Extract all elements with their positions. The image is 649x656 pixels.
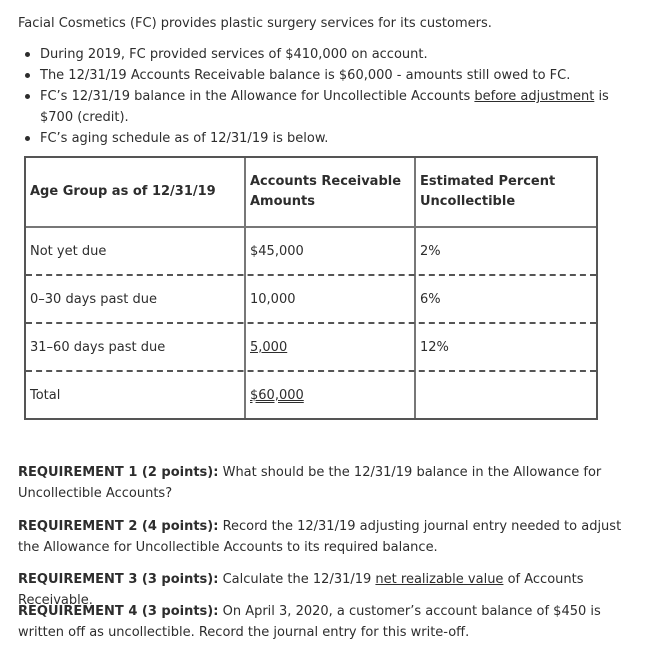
requirement-text: What should be the 12/31/19 balance in the Allowance for Uncollectible Accounts? (18, 465, 602, 501)
age-cell: Total (30, 388, 61, 403)
list-item (18, 44, 643, 65)
bullet-text: During 2019, FC provided services of $410,000 on account. (40, 47, 428, 62)
requirement-2 (18, 516, 643, 558)
header-percent-uncollectible: Estimated Percent Uncollectible (420, 174, 556, 209)
underlined-text: net realizable value (375, 572, 504, 587)
percent-cell: 6% (420, 292, 441, 307)
bullet-text: FC’s aging schedule as of 12/31/19 is below. (40, 131, 329, 146)
age-cell: 31–60 days past due (30, 340, 166, 355)
table-row (26, 372, 596, 420)
bullet-text: FC’s 12/31/19 balance in the Allowance for Uncollectible Accounts (40, 89, 475, 104)
intro-paragraph: Facial Cosmetics (FC) provides plastic surgery services for its customers. (18, 16, 492, 31)
requirement-label: REQUIREMENT 3 (3 points): (18, 572, 219, 587)
requirement-label: REQUIREMENT 2 (4 points): (18, 519, 219, 534)
bullet-text: The 12/31/19 Accounts Receivable balance is $60,000 - amounts still owed to FC. (40, 68, 571, 83)
requirement-text: Record the 12/31/19 adjusting journal entry needed to adjust the Allowance for Uncollectible Accounts to its required balance. (18, 519, 622, 555)
list-item (18, 128, 643, 149)
list-item (18, 65, 643, 86)
amount-cell: $45,000 (250, 244, 304, 259)
percent-cell: 12% (420, 340, 449, 355)
header-ar-amounts: Accounts Receivable Amounts (250, 174, 402, 209)
table-row (26, 324, 596, 372)
underlined-text: before adjustment (474, 89, 595, 104)
list-item (18, 86, 643, 128)
requirement-text: Calculate the 12/31/19 (218, 572, 376, 587)
bullet-text: is $700 (credit). (40, 89, 609, 125)
requirement-label: REQUIREMENT 1 (2 points): (18, 465, 219, 480)
amount-cell: $60,000 (250, 388, 304, 403)
facts-list (18, 44, 643, 149)
percent-cell: 2% (420, 244, 441, 259)
requirement-label: REQUIREMENT 4 (3 points): (18, 604, 219, 619)
requirement-text: of Accounts Receivable. (18, 572, 584, 608)
amount-cell: 5,000 (250, 340, 288, 355)
age-cell: 0–30 days past due (30, 292, 157, 307)
header-age-group: Age Group as of 12/31/19 (30, 184, 216, 199)
table-row (26, 228, 596, 276)
aging-schedule-table (24, 156, 598, 420)
amount-cell: 10,000 (250, 292, 296, 307)
requirement-4 (18, 601, 643, 643)
requirement-text: On April 3, 2020, a customer’s account balance of $450 is written off as uncollectible. Record the journal entry for this write-off. (18, 604, 601, 640)
requirement-1 (18, 462, 643, 504)
age-cell: Not yet due (30, 244, 107, 259)
table-row (26, 276, 596, 324)
